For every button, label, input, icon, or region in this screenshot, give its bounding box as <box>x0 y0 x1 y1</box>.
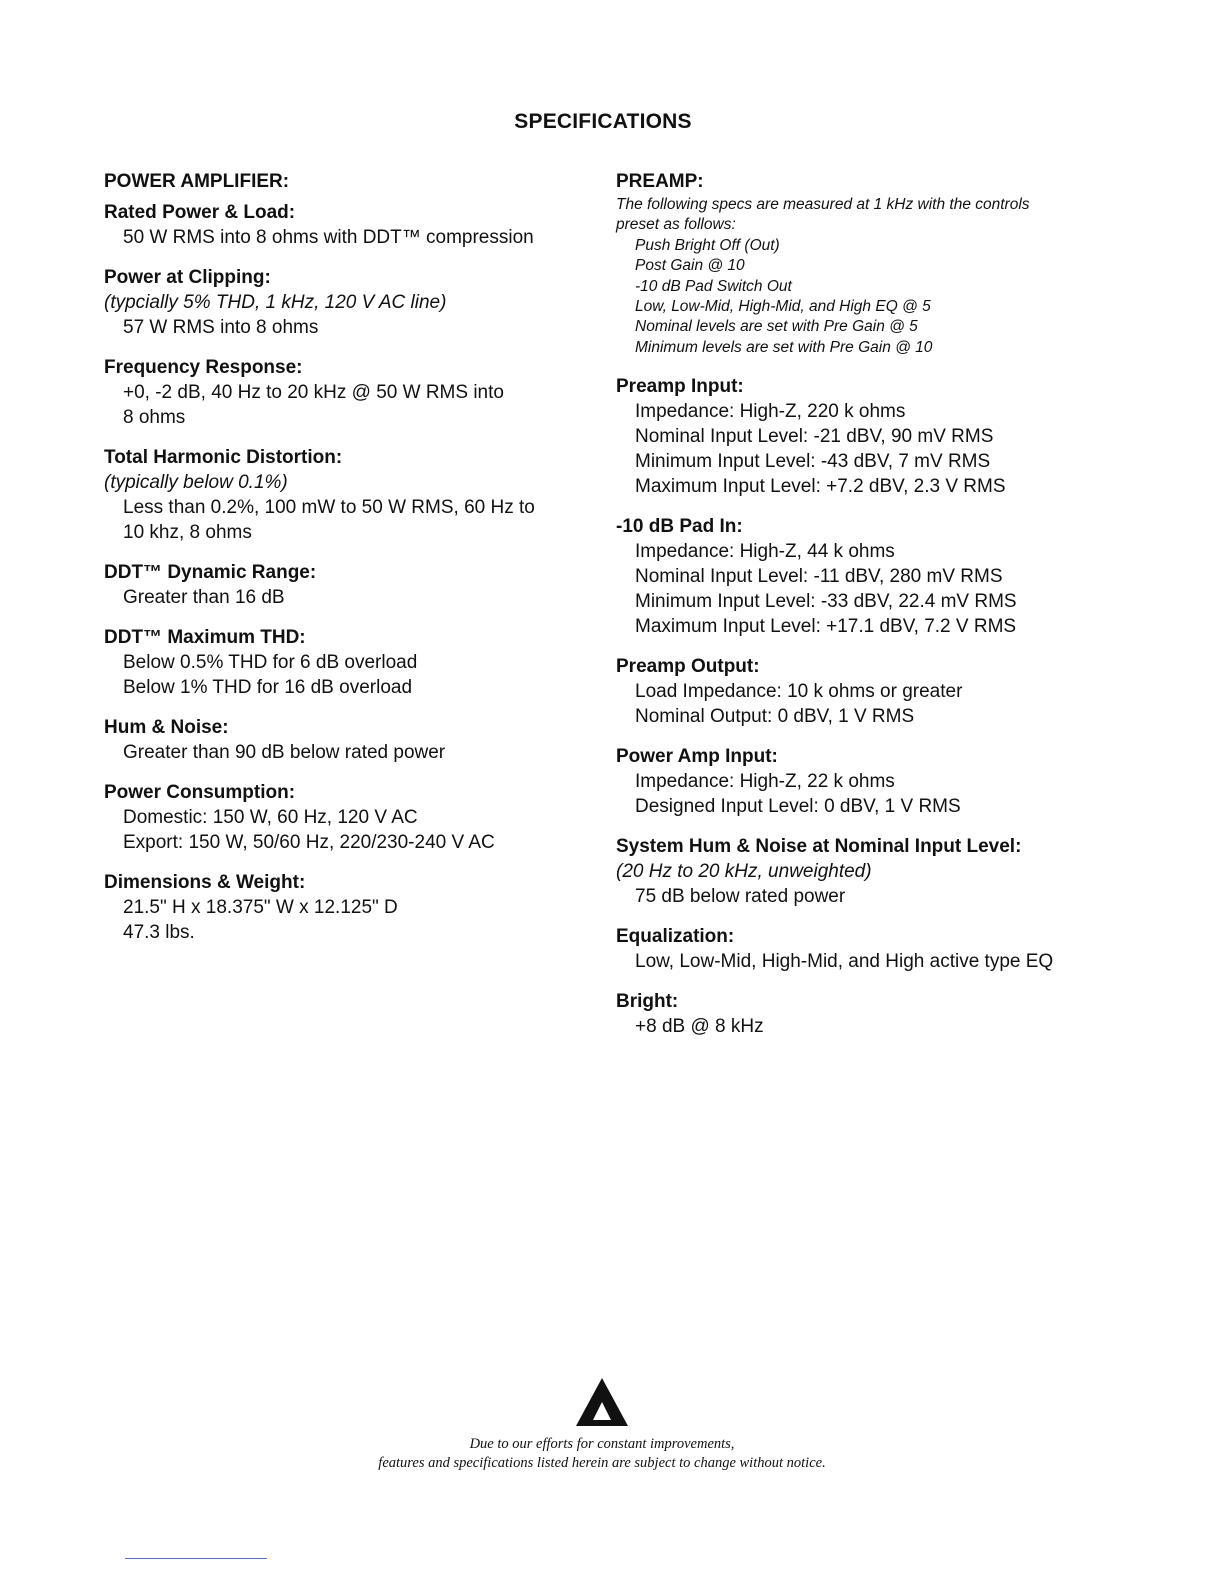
preamp-preset-item: Low, Low-Mid, High-Mid, and High EQ @ 5 <box>635 298 931 316</box>
spec-note: (typically below 0.1%) <box>104 472 288 493</box>
spec-label: DDT™ Maximum THD: <box>104 627 306 648</box>
spec-value: Domestic: 150 W, 60 Hz, 120 V AC <box>123 807 418 828</box>
preamp-preset-item: Nominal levels are set with Pre Gain @ 5 <box>635 318 918 336</box>
triangle-logo-icon <box>574 1376 630 1430</box>
spec-label: Bright: <box>616 991 679 1013</box>
bottom-rule <box>125 1558 267 1559</box>
spec-item <box>616 514 1116 639</box>
spec-label: System Hum & Noise at Nominal Input Level: <box>616 836 1022 858</box>
spec-label: -10 dB Pad In: <box>616 516 743 538</box>
preamp-preset-item: Minimum levels are set with Pre Gain @ 10 <box>635 338 933 356</box>
preamp-intro <box>616 195 1116 358</box>
spec-label: Equalization: <box>616 926 735 948</box>
preamp-column <box>616 170 1116 1054</box>
footer-disclaimer-line: Due to our efforts for constant improvements, <box>469 1436 735 1452</box>
footer-disclaimer <box>0 1435 1204 1473</box>
spec-value: Greater than 90 dB below rated power <box>123 742 446 763</box>
power-amplifier-spec-list <box>104 200 594 945</box>
spec-item <box>104 265 594 340</box>
spec-item <box>616 654 1116 729</box>
spec-item <box>104 200 594 250</box>
spec-value: Impedance: High-Z, 22 k ohms <box>635 771 895 793</box>
preamp-intro-line: The following specs are measured at 1 kHz with the controls <box>616 196 1030 213</box>
spec-label: Power at Clipping: <box>104 267 271 288</box>
spec-value: Below 1% THD for 16 dB overload <box>123 677 413 698</box>
spec-value: Maximum Input Level: +7.2 dBV, 2.3 V RMS <box>635 476 1006 498</box>
spec-value: Nominal Input Level: -21 dBV, 90 mV RMS <box>635 426 994 448</box>
spec-label: Power Consumption: <box>104 782 296 803</box>
spec-item <box>104 560 594 610</box>
preamp-spec-list <box>616 374 1116 1039</box>
spec-value: Low, Low-Mid, High-Mid, and High active type EQ <box>635 951 1054 973</box>
spec-label: Rated Power & Load: <box>104 202 296 223</box>
spec-value: 47.3 lbs. <box>123 922 195 943</box>
spec-value: Maximum Input Level: +17.1 dBV, 7.2 V RMS <box>635 616 1017 638</box>
spec-value: Load Impedance: 10 k ohms or greater <box>635 681 963 703</box>
preamp-preset-item: Post Gain @ 10 <box>635 257 745 275</box>
spec-value: Export: 150 W, 50/60 Hz, 220/230-240 V AC <box>123 832 495 853</box>
spec-value: Below 0.5% THD for 6 dB overload <box>123 652 418 673</box>
spec-value: Minimum Input Level: -43 dBV, 7 mV RMS <box>635 451 991 473</box>
preamp-intro-line: preset as follows: <box>616 216 736 234</box>
spec-item <box>104 355 594 430</box>
spec-value: Nominal Input Level: -11 dBV, 280 mV RMS <box>635 566 1003 588</box>
spec-item <box>616 744 1116 819</box>
spec-label: Preamp Input: <box>616 376 744 398</box>
spec-label: Preamp Output: <box>616 656 760 678</box>
spec-label: Hum & Noise: <box>104 717 229 738</box>
spec-value: +8 dB @ 8 kHz <box>635 1016 764 1038</box>
spec-note: (20 Hz to 20 kHz, unweighted) <box>616 861 872 883</box>
preamp-preset-list <box>616 236 1116 358</box>
spec-value: Greater than 16 dB <box>123 587 285 608</box>
spec-value: 10 khz, 8 ohms <box>123 522 252 543</box>
spec-item <box>104 625 594 700</box>
footer-disclaimer-line: features and specifications listed herein are subject to change without notice. <box>378 1455 826 1471</box>
spec-value: +0, -2 dB, 40 Hz to 20 kHz @ 50 W RMS into <box>123 382 504 403</box>
spec-item <box>104 445 594 545</box>
spec-item <box>616 989 1116 1039</box>
spec-item <box>616 834 1116 909</box>
spec-item <box>104 870 594 945</box>
spec-value: 50 W RMS into 8 ohms with DDT™ compression <box>123 227 534 248</box>
spec-value: Nominal Output: 0 dBV, 1 V RMS <box>635 706 915 728</box>
spec-value: 57 W RMS into 8 ohms <box>123 317 319 338</box>
spec-value: Impedance: High-Z, 44 k ohms <box>635 541 895 563</box>
power-amplifier-heading: POWER AMPLIFIER: <box>104 171 290 192</box>
page-title: SPECIFICATIONS <box>514 110 692 133</box>
spec-value: Impedance: High-Z, 220 k ohms <box>635 401 906 423</box>
preamp-preset-item: -10 dB Pad Switch Out <box>635 277 792 295</box>
spec-value: 8 ohms <box>123 407 186 428</box>
spec-value: Less than 0.2%, 100 mW to 50 W RMS, 60 Hz to <box>123 497 535 518</box>
spec-item <box>616 374 1116 499</box>
spec-label: Dimensions & Weight: <box>104 872 306 893</box>
spec-item <box>616 924 1116 974</box>
spec-label: Frequency Response: <box>104 357 303 378</box>
spec-value: Minimum Input Level: -33 dBV, 22.4 mV RMS <box>635 591 1017 613</box>
power-amplifier-column <box>104 170 594 960</box>
spec-note: (typcially 5% THD, 1 kHz, 120 V AC line) <box>104 292 447 313</box>
spec-value: 75 dB below rated power <box>635 886 846 908</box>
spec-label: Power Amp Input: <box>616 746 778 768</box>
preamp-preset-item: Push Bright Off (Out) <box>635 236 780 254</box>
spec-label: Total Harmonic Distortion: <box>104 447 343 468</box>
spec-value: 21.5" H x 18.375" W x 12.125" D <box>123 897 398 918</box>
spec-label: DDT™ Dynamic Range: <box>104 562 317 583</box>
preamp-heading: PREAMP: <box>616 171 704 192</box>
spec-value: Designed Input Level: 0 dBV, 1 V RMS <box>635 796 961 818</box>
spec-item <box>104 715 594 765</box>
spec-item <box>104 780 594 855</box>
